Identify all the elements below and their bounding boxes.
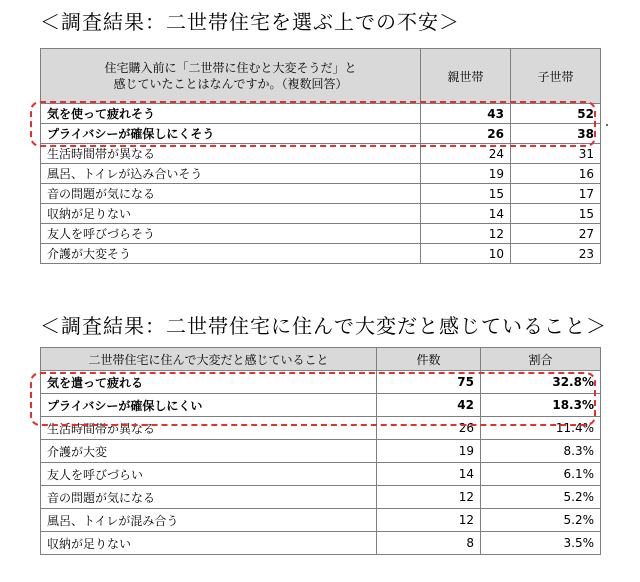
survey2-cell-ratio: 32.8%	[481, 371, 601, 394]
survey2-cell-label: 気を遣って疲れる	[41, 371, 377, 394]
survey2-cell-ratio: 8.3%	[481, 440, 601, 463]
survey1-cell-parent: 24	[421, 144, 511, 164]
survey2-cell-count: 12	[377, 486, 481, 509]
survey1-cell-label: 友人を呼びづらそう	[41, 224, 421, 244]
survey1-cell-parent: 26	[421, 124, 511, 144]
survey1-cell-child: 38	[511, 124, 601, 144]
survey1-cell-label: 収納が足りない	[41, 204, 421, 224]
survey2-cell-ratio: 6.1%	[481, 463, 601, 486]
survey2-cell-count: 75	[377, 371, 481, 394]
survey1-cell-child: 52	[511, 104, 601, 124]
survey1-cell-child: 16	[511, 164, 601, 184]
survey1-child-header: 子世帯	[511, 49, 601, 104]
survey2-cell-count: 19	[377, 440, 481, 463]
survey2-count-header: 件数	[377, 348, 481, 371]
survey2-cell-label: 介護が大変	[41, 440, 377, 463]
survey1-cell-parent: 12	[421, 224, 511, 244]
survey2-row	[41, 463, 601, 486]
survey1-row	[41, 204, 601, 224]
survey2-cell-label: 生活時間帯が異なる	[41, 417, 377, 440]
survey1-cell-child: 15	[511, 204, 601, 224]
survey2-highlight-box	[30, 372, 596, 426]
survey1-cell-parent: 19	[421, 164, 511, 184]
survey2-cell-ratio: 5.2%	[481, 486, 601, 509]
survey1-cell-child: 27	[511, 224, 601, 244]
survey2-row	[41, 486, 601, 509]
survey2-cell-count: 12	[377, 509, 481, 532]
survey2-cell-label: 友人を呼びづらい	[41, 463, 377, 486]
survey2-cell-ratio: 18.3%	[481, 394, 601, 417]
survey2-cell-label: 音の問題が気になる	[41, 486, 377, 509]
survey1-question-line-1: 住宅購入前に「二世帯に住むと大変そうだ」と	[104, 61, 357, 75]
survey2-row	[41, 509, 601, 532]
survey1-question-header	[41, 49, 421, 104]
survey2-row	[41, 532, 601, 555]
survey1-cell-parent: 15	[421, 184, 511, 204]
survey2-cell-count: 26	[377, 417, 481, 440]
survey1-row	[41, 224, 601, 244]
survey2-row	[41, 440, 601, 463]
survey1-table	[40, 48, 601, 264]
survey1-cell-label: 気を使って疲れそう	[41, 104, 421, 124]
survey1-row	[41, 244, 601, 264]
survey2-ratio-header: 割合	[481, 348, 601, 371]
survey1-parent-header: 親世帯	[421, 49, 511, 104]
survey1-cell-label: 風呂、トイレが込み合いそう	[41, 164, 421, 184]
survey1-cell-child: 31	[511, 144, 601, 164]
survey1-row	[41, 164, 601, 184]
survey2-label-header: 二世帯住宅に住んで大変だと感じていること	[41, 348, 377, 371]
survey1-cell-child: 17	[511, 184, 601, 204]
survey2-cell-label: プライバシーが確保しにくい	[41, 394, 377, 417]
survey1-header-row	[41, 49, 601, 104]
survey2-cell-ratio: 11.4%	[481, 417, 601, 440]
survey2-cell-count: 8	[377, 532, 481, 555]
survey1-row	[41, 184, 601, 204]
survey1-cell-label: 介護が大変そう	[41, 244, 421, 264]
survey2-header-row	[41, 348, 601, 371]
survey2-cell-label: 風呂、トイレが混み合う	[41, 509, 377, 532]
survey2-heading: ＜調査結果：二世帯住宅に住んで大変だと感じていること＞	[40, 314, 607, 338]
survey1-cell-parent: 43	[421, 104, 511, 124]
survey1-cell-label: プライバシーが確保しにくそう	[41, 124, 421, 144]
survey1-highlight-box	[30, 101, 596, 147]
survey2-cell-label: 収納が足りない	[41, 532, 377, 555]
survey1-heading: ＜調査結果：二世帯住宅を選ぶ上での不安＞	[40, 10, 460, 34]
survey2-cell-ratio: 5.2%	[481, 509, 601, 532]
survey1-question-line-2: 感じていたことはなんですか。（複数回答）	[113, 77, 348, 91]
survey1-cell-label: 音の問題が気になる	[41, 184, 421, 204]
stray-dot	[606, 124, 608, 126]
survey2-cell-count: 14	[377, 463, 481, 486]
survey1-cell-parent: 10	[421, 244, 511, 264]
survey1-cell-parent: 14	[421, 204, 511, 224]
survey2-cell-count: 42	[377, 394, 481, 417]
survey2-cell-ratio: 3.5%	[481, 532, 601, 555]
survey1-cell-child: 23	[511, 244, 601, 264]
survey1-cell-label: 生活時間帯が異なる	[41, 144, 421, 164]
